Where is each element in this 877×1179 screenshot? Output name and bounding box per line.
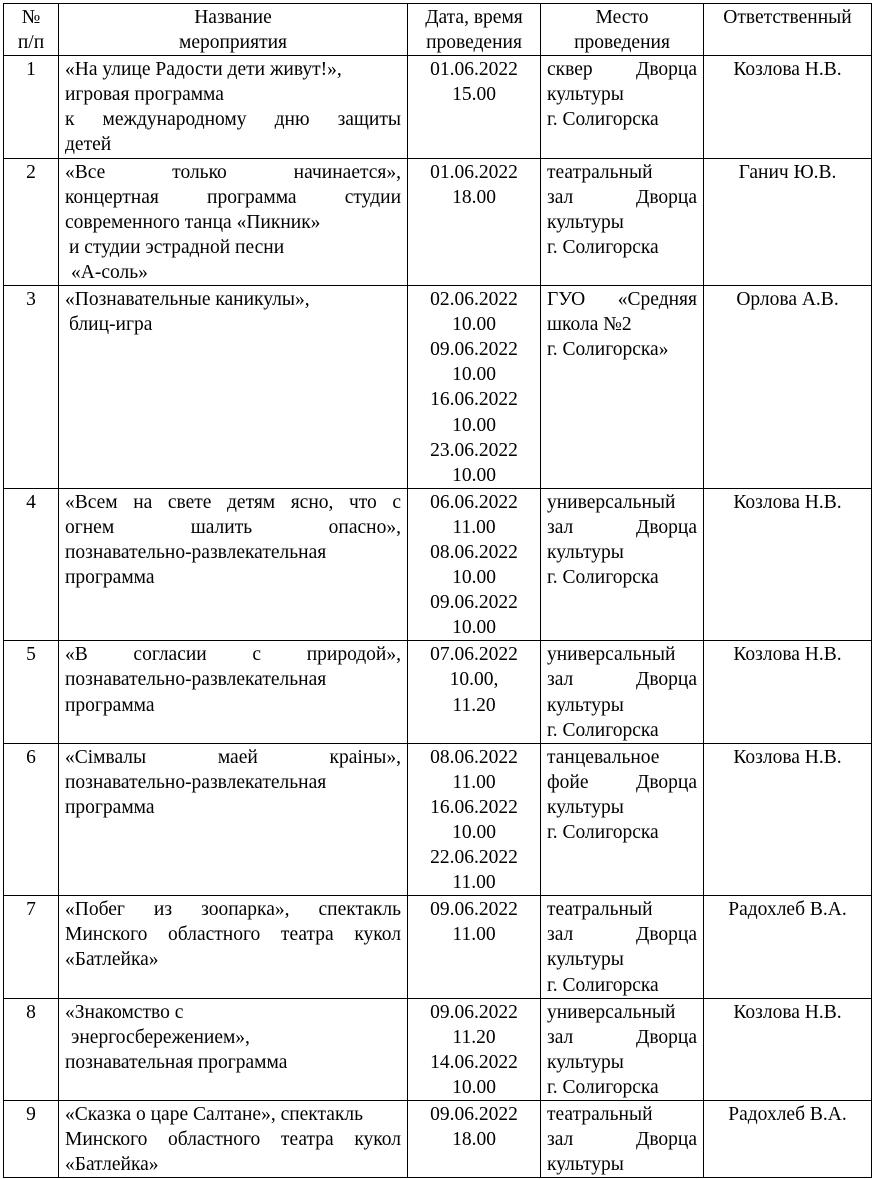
- event-date-line: 18.00: [452, 1129, 496, 1151]
- event-place-line: зал Дворца: [547, 669, 697, 691]
- event-place-line: универсальный: [547, 491, 676, 513]
- event-place: [541, 158, 704, 285]
- event-date-line: 23.06.2022: [430, 439, 518, 461]
- event-name-line: к международному дню защиты: [65, 109, 401, 131]
- event-date-line: 10.00: [452, 617, 496, 639]
- event-name-line: «На улице Радости дети живут!»,: [65, 59, 342, 81]
- event-date-line: 11.00: [452, 872, 496, 894]
- event-place-line: г. Солигорска: [547, 567, 659, 589]
- table-row: [4, 896, 872, 998]
- event-place-line: культуры: [547, 796, 624, 818]
- event-name-line: Минского областного театра кукол: [65, 1129, 401, 1151]
- event-place: [541, 286, 704, 489]
- event-place-line: зал Дворца: [547, 1026, 697, 1048]
- header-place-line: Место: [595, 7, 649, 28]
- event-name-line: «Побег из зоопарка», спектакль: [65, 899, 401, 921]
- event-date-line: 11.00: [452, 516, 496, 538]
- table-row: [4, 56, 872, 158]
- event-name: [59, 286, 408, 489]
- event-place: [541, 998, 704, 1100]
- table-row: [4, 286, 872, 489]
- event-place-line: культуры: [547, 84, 624, 106]
- row-number: 6: [4, 743, 59, 896]
- header-num-line: №: [21, 7, 41, 28]
- event-name-line: программа: [65, 796, 155, 818]
- event-place-line: культуры: [547, 541, 624, 563]
- event-place-line: танцевальное: [547, 746, 660, 768]
- event-name-line: «Познавательные каникулы»,: [65, 289, 310, 311]
- event-responsible: Радохлеб В.А.: [704, 1101, 872, 1178]
- event-place-line: г. Солигорска: [547, 1076, 659, 1098]
- event-place-line: ГУО «Средняя: [547, 289, 697, 311]
- header-name: [59, 4, 408, 56]
- event-place-line: г. Солигорска: [547, 719, 659, 741]
- event-place-line: культуры: [547, 211, 624, 233]
- event-date-line: 11.20: [452, 1026, 496, 1048]
- event-date: [408, 56, 541, 158]
- event-place: [541, 488, 704, 641]
- header-num-line: п/п: [17, 32, 45, 54]
- event-date-line: 16.06.2022: [430, 389, 518, 411]
- event-name-line: познавательно-развлекательная: [65, 771, 327, 793]
- events-table: [3, 3, 872, 1178]
- event-place-line: зал Дворца: [547, 1129, 697, 1151]
- event-place-line: театральный: [547, 1104, 653, 1126]
- event-place-line: г. Солигорска: [547, 109, 659, 131]
- event-date-line: 18.00: [452, 186, 496, 208]
- event-name: [59, 743, 408, 896]
- event-date-line: 10.00: [452, 414, 496, 436]
- event-date-line: 10.00: [452, 464, 496, 486]
- event-date: [408, 286, 541, 489]
- event-responsible: Козлова Н.В.: [704, 56, 872, 158]
- event-name-line: «Все только начинается»,: [65, 161, 401, 183]
- event-place: [541, 1101, 704, 1178]
- event-responsible: Радохлеб В.А.: [704, 896, 872, 998]
- event-place-line: г. Солигорска: [547, 822, 659, 843]
- header-responsible-line: Ответственный: [723, 7, 852, 28]
- event-place-line: фойе Дворца: [547, 771, 697, 793]
- event-name-line: познавательно-развлекательная: [65, 669, 327, 691]
- row-number: 9: [4, 1101, 59, 1178]
- event-name: [59, 896, 408, 998]
- event-date-line: 08.06.2022: [430, 541, 518, 563]
- event-place-line: культуры: [547, 1154, 624, 1176]
- row-number: 1: [4, 56, 59, 158]
- event-name: [59, 998, 408, 1100]
- event-name-line: «А-соль»: [71, 261, 148, 283]
- event-responsible: Орлова А.В.: [704, 286, 872, 489]
- event-name-line: и студии эстрадной песни: [69, 236, 285, 258]
- header-name-line: Название: [194, 7, 272, 28]
- event-date-line: 01.06.2022: [430, 161, 518, 183]
- event-date-line: 11.00: [452, 924, 496, 946]
- row-number: 8: [4, 998, 59, 1100]
- event-name-line: игровая программа: [65, 84, 224, 106]
- table-row: [4, 743, 872, 896]
- row-number: 4: [4, 488, 59, 641]
- event-date-line: 10.00: [452, 567, 496, 589]
- event-date: [408, 1101, 541, 1178]
- event-name-line: «В согласии с природой»,: [65, 644, 401, 666]
- event-name-line: познавательная программа: [65, 1051, 288, 1073]
- header-responsible: [704, 4, 872, 56]
- row-number: 5: [4, 641, 59, 743]
- event-date-line: 09.06.2022: [430, 339, 518, 361]
- header-place: [541, 4, 704, 56]
- event-date-line: 11.20: [452, 694, 496, 716]
- row-number: 7: [4, 896, 59, 998]
- event-place-line: театральный: [547, 899, 653, 921]
- event-name-line: познавательно-развлекательная: [65, 541, 327, 563]
- header-name-line: мероприятия: [178, 32, 287, 54]
- event-name-line: Минского областного театра кукол: [65, 924, 401, 946]
- event-place: [541, 56, 704, 158]
- event-date: [408, 743, 541, 896]
- header-date-line: проведения: [426, 32, 522, 54]
- event-place-line: зал Дворца: [547, 186, 697, 208]
- event-date: [408, 896, 541, 998]
- event-date-line: 09.06.2022: [430, 1104, 518, 1126]
- event-name-line: детей: [65, 134, 112, 156]
- event-place: [541, 896, 704, 998]
- event-name: [59, 488, 408, 641]
- event-place-line: г. Солигорска»: [547, 339, 669, 361]
- event-place-line: театральный: [547, 161, 653, 183]
- event-place-line: культуры: [547, 949, 624, 971]
- header-date-line: Дата, время: [425, 7, 523, 28]
- event-date: [408, 488, 541, 641]
- event-name-line: «Всем на свете детям ясно, что с: [65, 491, 401, 513]
- event-date-line: 09.06.2022: [430, 899, 518, 921]
- event-date-line: 08.06.2022: [430, 746, 518, 768]
- event-place-line: школа №2: [547, 314, 632, 336]
- row-number: 3: [4, 286, 59, 489]
- event-place-line: культуры: [547, 1051, 624, 1073]
- table-row: [4, 641, 872, 743]
- header-row: [4, 4, 872, 56]
- event-name-line: «Сімвалы маей краіны»,: [65, 746, 401, 768]
- event-date-line: 10.00: [452, 364, 496, 386]
- event-date-line: 09.06.2022: [430, 592, 518, 614]
- table-row: [4, 1101, 872, 1178]
- table-row: [4, 998, 872, 1100]
- event-date-line: 22.06.2022: [430, 847, 518, 869]
- event-place: [541, 743, 704, 896]
- event-place-line: г. Солигорска: [547, 974, 659, 996]
- event-date-line: 07.06.2022: [430, 644, 518, 666]
- event-responsible: Козлова Н.В.: [704, 641, 872, 743]
- table-row: [4, 488, 872, 641]
- event-name: [59, 641, 408, 743]
- event-place-line: культуры: [547, 694, 624, 716]
- event-date-line: 02.06.2022: [430, 289, 518, 311]
- event-date: [408, 641, 541, 743]
- event-date-line: 10.00: [452, 314, 496, 336]
- event-date-line: 10.00: [452, 1076, 496, 1098]
- event-date-line: 10.00,: [449, 669, 499, 691]
- table-row: [4, 158, 872, 285]
- event-place-line: г. Солигорска: [547, 236, 659, 258]
- event-name: [59, 1101, 408, 1178]
- event-date: [408, 998, 541, 1100]
- event-place-line: универсальный: [547, 1001, 676, 1023]
- event-date-line: 10.00: [452, 822, 496, 843]
- event-name-line: «Сказка о царе Салтане», спектакль: [65, 1104, 364, 1126]
- header-place-line: проведения: [574, 32, 670, 54]
- event-name-line: блиц-игра: [69, 314, 153, 336]
- event-name-line: программа: [65, 694, 155, 716]
- event-name-line: энергосбережением»,: [71, 1026, 250, 1048]
- event-date-line: 15.00: [452, 84, 496, 106]
- event-date-line: 09.06.2022: [430, 1001, 518, 1023]
- event-responsible: Козлова Н.В.: [704, 743, 872, 896]
- event-date: [408, 158, 541, 285]
- event-responsible: Козлова Н.В.: [704, 998, 872, 1100]
- event-responsible: Ганич Ю.В.: [704, 158, 872, 285]
- event-name: [59, 56, 408, 158]
- event-name-line: современного танца «Пикник»: [65, 211, 321, 233]
- event-place-line: зал Дворца: [547, 516, 697, 538]
- event-name-line: «Знакомство с: [65, 1001, 184, 1023]
- event-date-line: 01.06.2022: [430, 59, 518, 81]
- event-date-line: 14.06.2022: [430, 1051, 518, 1073]
- event-name: [59, 158, 408, 285]
- event-place-line: сквер Дворца: [547, 59, 697, 81]
- event-name-line: программа: [65, 567, 155, 589]
- event-date-line: 06.06.2022: [430, 491, 518, 513]
- header-date: [408, 4, 541, 56]
- event-name-line: «Батлейка»: [65, 949, 159, 971]
- event-responsible: Козлова Н.В.: [704, 488, 872, 641]
- event-date-line: 16.06.2022: [430, 796, 518, 818]
- row-number: 2: [4, 158, 59, 285]
- event-place-line: универсальный: [547, 644, 676, 666]
- header-num: [4, 4, 59, 56]
- event-name-line: концертная программа студии: [65, 186, 401, 208]
- event-place: [541, 641, 704, 743]
- event-date-line: 11.00: [452, 771, 496, 793]
- event-place-line: зал Дворца: [547, 924, 697, 946]
- event-name-line: огнем шалить опасно»,: [65, 516, 401, 538]
- event-name-line: «Батлейка»: [65, 1154, 159, 1176]
